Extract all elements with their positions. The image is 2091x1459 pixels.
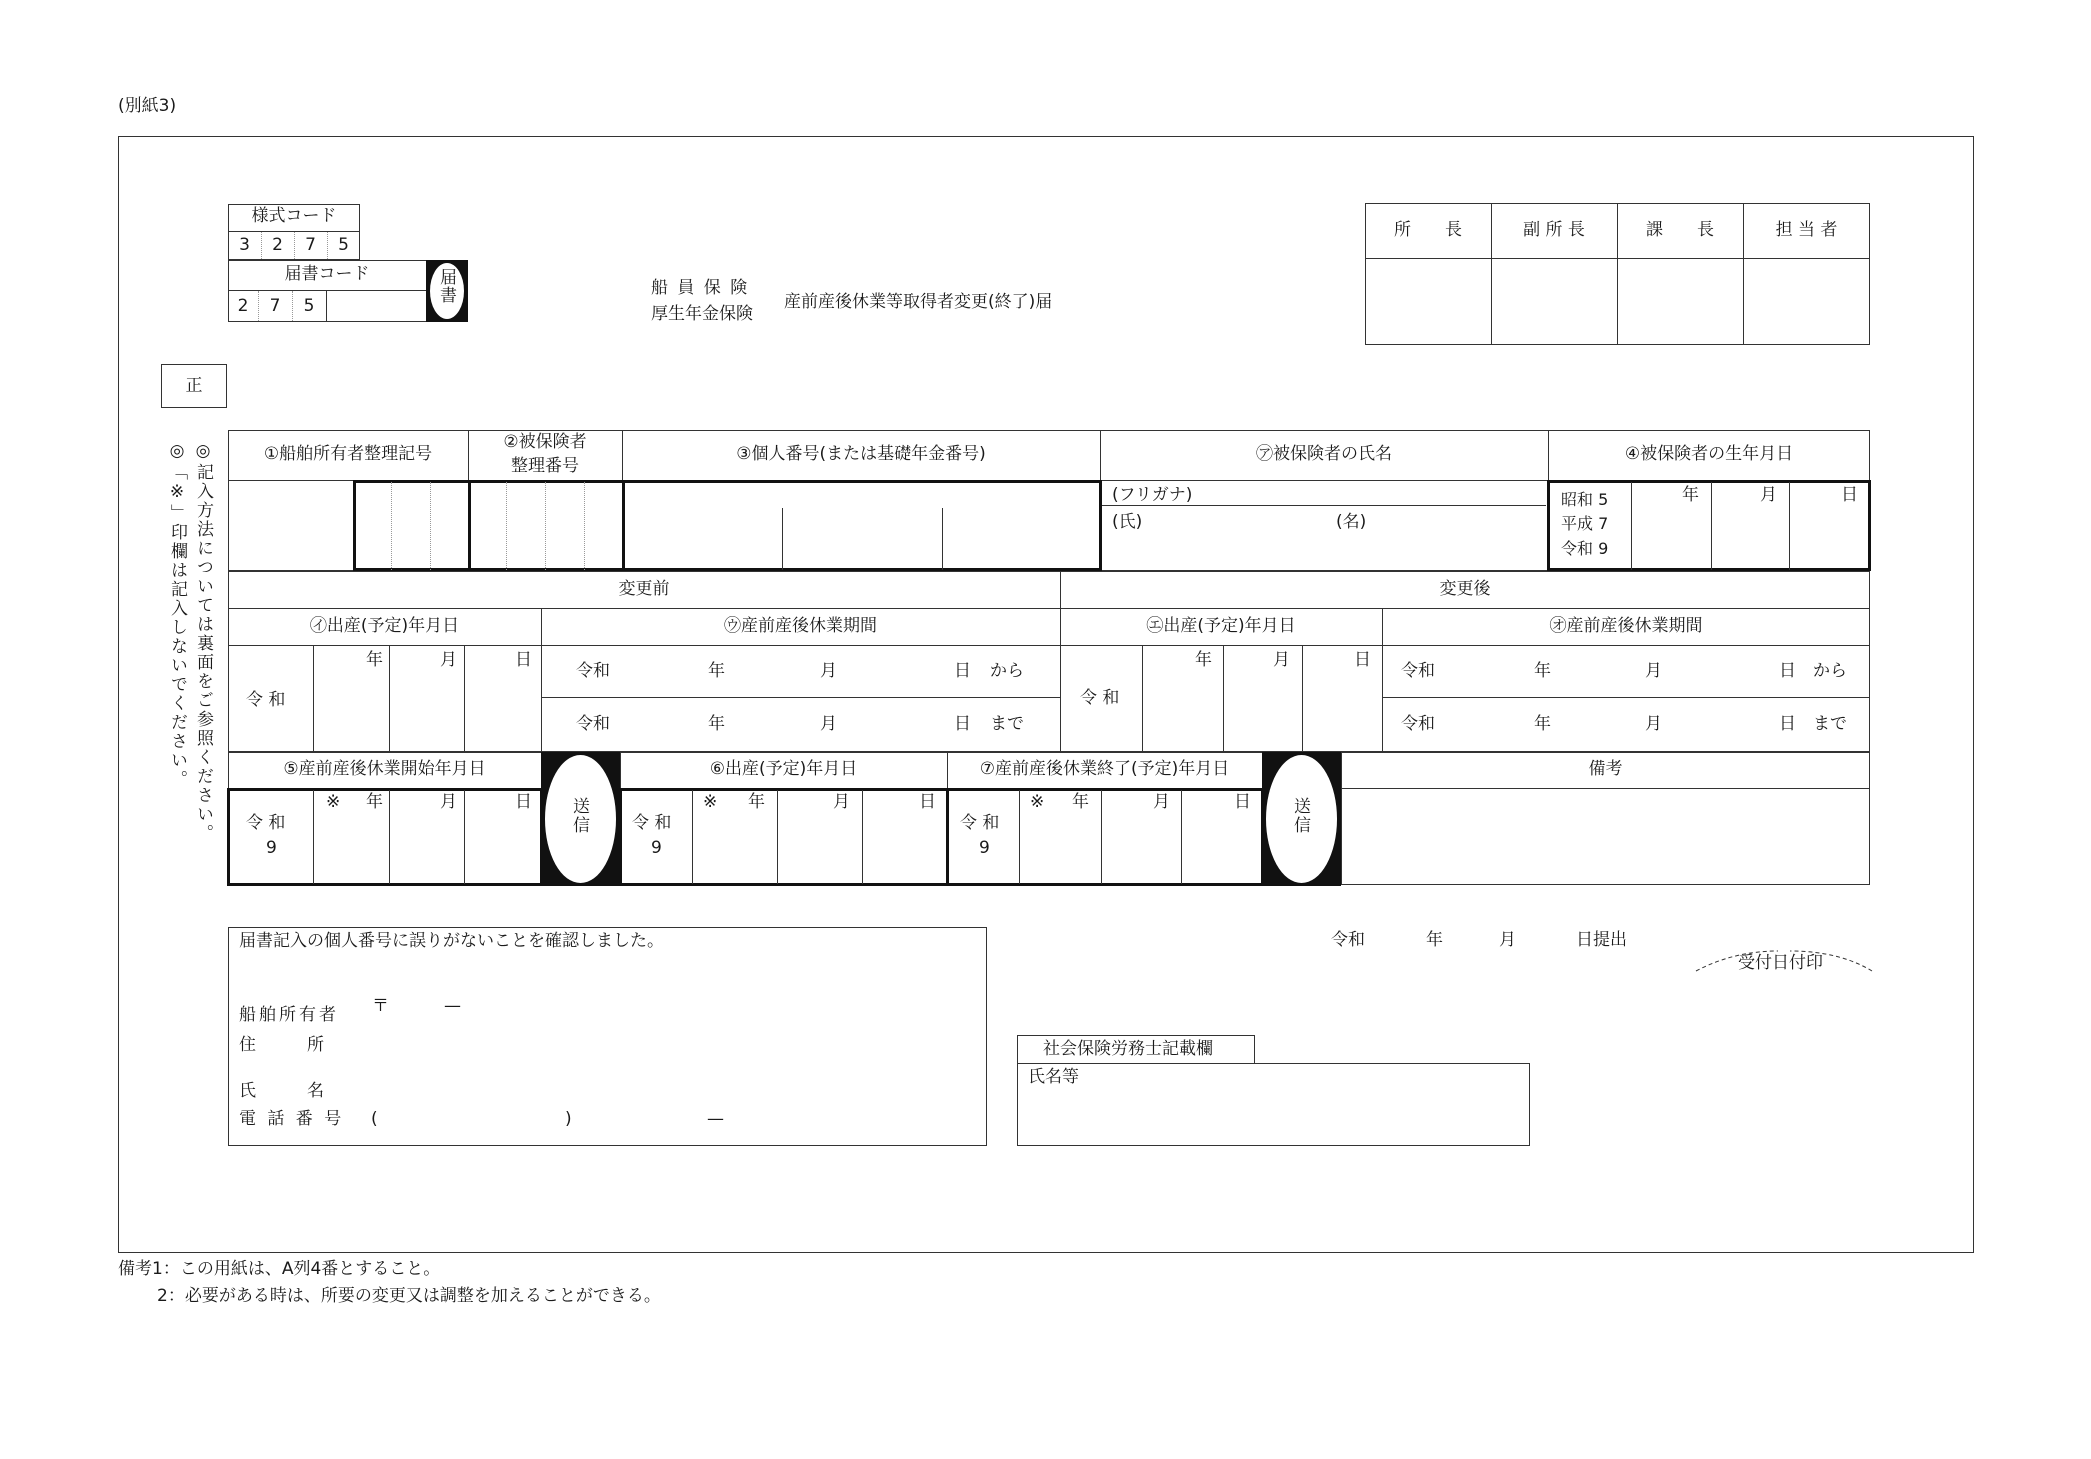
birth-date-header: ④被保険者の生年月日 (1624, 444, 1794, 464)
insured-name-input[interactable] (1102, 506, 1548, 570)
from-label: から (1813, 661, 1847, 681)
day-label: 日 (954, 661, 971, 681)
receipt-stamp-label: 受付日付印 (1738, 953, 1823, 973)
owner-code-input[interactable] (356, 483, 466, 569)
insured-number-header: ②被保険者 (503, 432, 587, 452)
leave-after-end-input[interactable] (1383, 698, 1869, 751)
after-label: 変更後 (1439, 579, 1491, 599)
confirmation-statement: 届書記入の個人番号に誤りがないことを確認しました。 (239, 931, 664, 951)
leave-end-input[interactable] (1021, 791, 1261, 883)
owner-label: 船舶所有者 (239, 1005, 339, 1025)
day-label: 日 (1779, 661, 1796, 681)
notification-stamp: 届書 (426, 260, 468, 322)
correct-label: 正 (185, 376, 203, 396)
owner-code-prefix-cell[interactable] (229, 481, 352, 570)
asterisk-mark: ※ (703, 792, 718, 812)
approval-stamp-area[interactable] (1492, 259, 1617, 344)
postal-mark: 〒 (372, 996, 389, 1016)
birth-date-input[interactable] (1633, 483, 1868, 569)
side-note-method: ◎記入方法については裏面をご参照ください。 (193, 441, 213, 843)
birth-month-label: 月 (1760, 485, 1777, 505)
form-code-digit: 2 (272, 235, 283, 255)
title-line2: 厚生年金保険 (651, 304, 753, 324)
sharoushi-name-label: 氏名等 (1028, 1067, 1079, 1087)
year-label: 年 (1534, 661, 1551, 681)
phone-paren-open: ( (371, 1109, 378, 1129)
side-note-asterisk: ◎「※」印欄は記入しないでください。 (167, 441, 187, 789)
form-code-digit: 7 (305, 235, 316, 255)
era-label: 令 和 (246, 690, 286, 710)
asterisk-mark: ※ (1030, 792, 1045, 812)
year-label: 年 (1534, 714, 1551, 734)
year-label: 年 (708, 661, 725, 681)
birth-date-input-6[interactable] (694, 791, 946, 883)
era-label: 令 和 (960, 813, 1000, 833)
era-heisei: 平成 7 (1561, 514, 1609, 533)
from-label: から (990, 661, 1024, 681)
personal-number-header: ③個人番号(または基礎年金番号) (736, 444, 986, 464)
remarks-header: 備考 (1588, 759, 1623, 779)
owner-code-header: ①船舶所有者整理記号 (263, 444, 433, 464)
month-label: 月 (820, 661, 837, 681)
month-label: 月 (440, 792, 457, 812)
notification-code-digit: 7 (269, 296, 281, 316)
birth-after-header: ㋓出産(予定)年月日 (1146, 616, 1296, 636)
footnote-1: 備考1：この用紙は、A列4番とすること。 (118, 1259, 441, 1279)
day-label: 日 (1234, 792, 1251, 812)
insured-name-header: ㋐被保険者の氏名 (1256, 444, 1392, 464)
era-showa: 昭和 5 (1561, 490, 1609, 509)
until-label: まで (1813, 714, 1847, 734)
birth-day-label: 日 (1841, 485, 1858, 505)
sharoushi-label: 社会保険労務士記載欄 (1043, 1039, 1213, 1059)
personal-number-input[interactable] (625, 483, 1099, 569)
approval-deputy: 副 所 長 (1523, 220, 1585, 240)
month-label: 月 (1645, 714, 1662, 734)
era-label: 令和 (576, 714, 610, 734)
era-label: 令 和 (632, 813, 672, 833)
leave-start-header: ⑤産前産後休業開始年月日 (283, 759, 486, 779)
phone-paren-close: ) (565, 1109, 572, 1129)
form-code-label: 様式コード (251, 206, 337, 226)
leave-before-header: ㋒産前産後休業期間 (724, 616, 877, 636)
footnote-2: 2：必要がある時は、所要の変更又は調整を加えることができる。 (157, 1286, 661, 1306)
postal-dash: — (444, 996, 461, 1016)
month-label: 月 (440, 650, 457, 670)
era-label: 令和 (1401, 714, 1435, 734)
name-label: 氏 名 (239, 1081, 324, 1101)
birth-before-header: ㋑出産(予定)年月日 (309, 616, 460, 636)
title-line1: 船 員 保 険 (651, 278, 750, 298)
approval-staff: 担 当 者 (1775, 220, 1838, 240)
year-label: 年 (366, 792, 383, 812)
given-name-label: (名) (1336, 512, 1367, 532)
attachment-label: (別紙3) (118, 96, 177, 116)
remarks-input[interactable] (1342, 789, 1869, 884)
year-label: 年 (366, 650, 383, 670)
leave-end-header: ⑦産前産後休業終了(予定)年月日 (979, 759, 1230, 779)
leave-start-input[interactable] (315, 791, 540, 883)
approval-stamp-area[interactable] (1744, 259, 1869, 344)
day-label: 日 (515, 650, 532, 670)
submission-era: 令和 (1331, 930, 1365, 950)
day-label: 日 (954, 714, 971, 734)
birth-before-input[interactable] (314, 646, 540, 751)
phone-dash: — (707, 1109, 724, 1129)
before-label: 変更前 (618, 579, 670, 599)
insured-number-header-2: 整理番号 (511, 456, 579, 476)
submission-year: 年 (1426, 930, 1443, 950)
submission-month: 月 (1499, 930, 1516, 950)
era-label: 令和 (1401, 661, 1435, 681)
submission-day: 日提出 (1576, 930, 1627, 950)
month-label: 月 (833, 792, 850, 812)
furigana-label: (フリガナ) (1112, 485, 1193, 505)
form-title: 産前産後休業等取得者変更(終了)届 (784, 292, 1053, 312)
notification-code-digit: 2 (237, 296, 249, 316)
leave-after-header: ㋔産前産後休業期間 (1549, 616, 1703, 636)
leave-after-start-input[interactable] (1383, 646, 1869, 696)
asterisk-mark: ※ (326, 792, 341, 812)
day-label: 日 (919, 792, 936, 812)
birth-date-header-6: ⑥出産(予定)年月日 (709, 759, 858, 779)
insured-number-input[interactable] (471, 483, 620, 569)
month-label: 月 (1645, 661, 1662, 681)
send-mark: 送信 (541, 752, 620, 886)
era-number: 9 (651, 838, 662, 858)
birth-after-input[interactable] (1143, 646, 1381, 751)
birth-year-label: 年 (1682, 485, 1699, 505)
notification-code-label: 届書コード (284, 264, 370, 284)
owner-phone-input[interactable] (380, 1108, 975, 1138)
era-label: 令和 (576, 661, 610, 681)
phone-label: 電 話 番 号 (239, 1109, 345, 1129)
year-label: 年 (748, 792, 765, 812)
year-label: 年 (1195, 650, 1212, 670)
address-label: 住 所 (239, 1035, 324, 1055)
era-number: 9 (266, 838, 277, 858)
submission-date-input[interactable] (1360, 926, 1570, 956)
notification-code-digit: 5 (303, 296, 315, 316)
family-name-label: (氏) (1112, 512, 1143, 532)
year-label: 年 (1072, 792, 1089, 812)
form-code-digit: 5 (338, 235, 349, 255)
era-label: 令 和 (246, 813, 286, 833)
day-label: 日 (1354, 650, 1371, 670)
month-label: 月 (820, 714, 837, 734)
send-mark: 送信 (1262, 752, 1341, 886)
day-label: 日 (1779, 714, 1796, 734)
until-label: まで (990, 714, 1024, 734)
approval-stamp-area[interactable] (1366, 259, 1491, 344)
year-label: 年 (708, 714, 725, 734)
month-label: 月 (1273, 650, 1290, 670)
month-label: 月 (1153, 792, 1170, 812)
form-code-digit: 3 (239, 235, 250, 255)
era-number: 9 (979, 838, 990, 858)
day-label: 日 (515, 792, 532, 812)
leave-before-end-input[interactable] (542, 698, 1059, 751)
approval-section-chief: 課 長 (1646, 220, 1714, 240)
sharoushi-input[interactable] (1018, 1064, 1529, 1145)
era-label: 令 和 (1080, 688, 1120, 708)
approval-stamp-area[interactable] (1618, 259, 1743, 344)
owner-address-input[interactable] (395, 995, 975, 1055)
approval-director: 所 長 (1394, 220, 1462, 240)
era-reiwa: 令和 9 (1561, 539, 1609, 558)
owner-name-input[interactable] (395, 1075, 975, 1105)
leave-before-start-input[interactable] (542, 646, 1059, 696)
